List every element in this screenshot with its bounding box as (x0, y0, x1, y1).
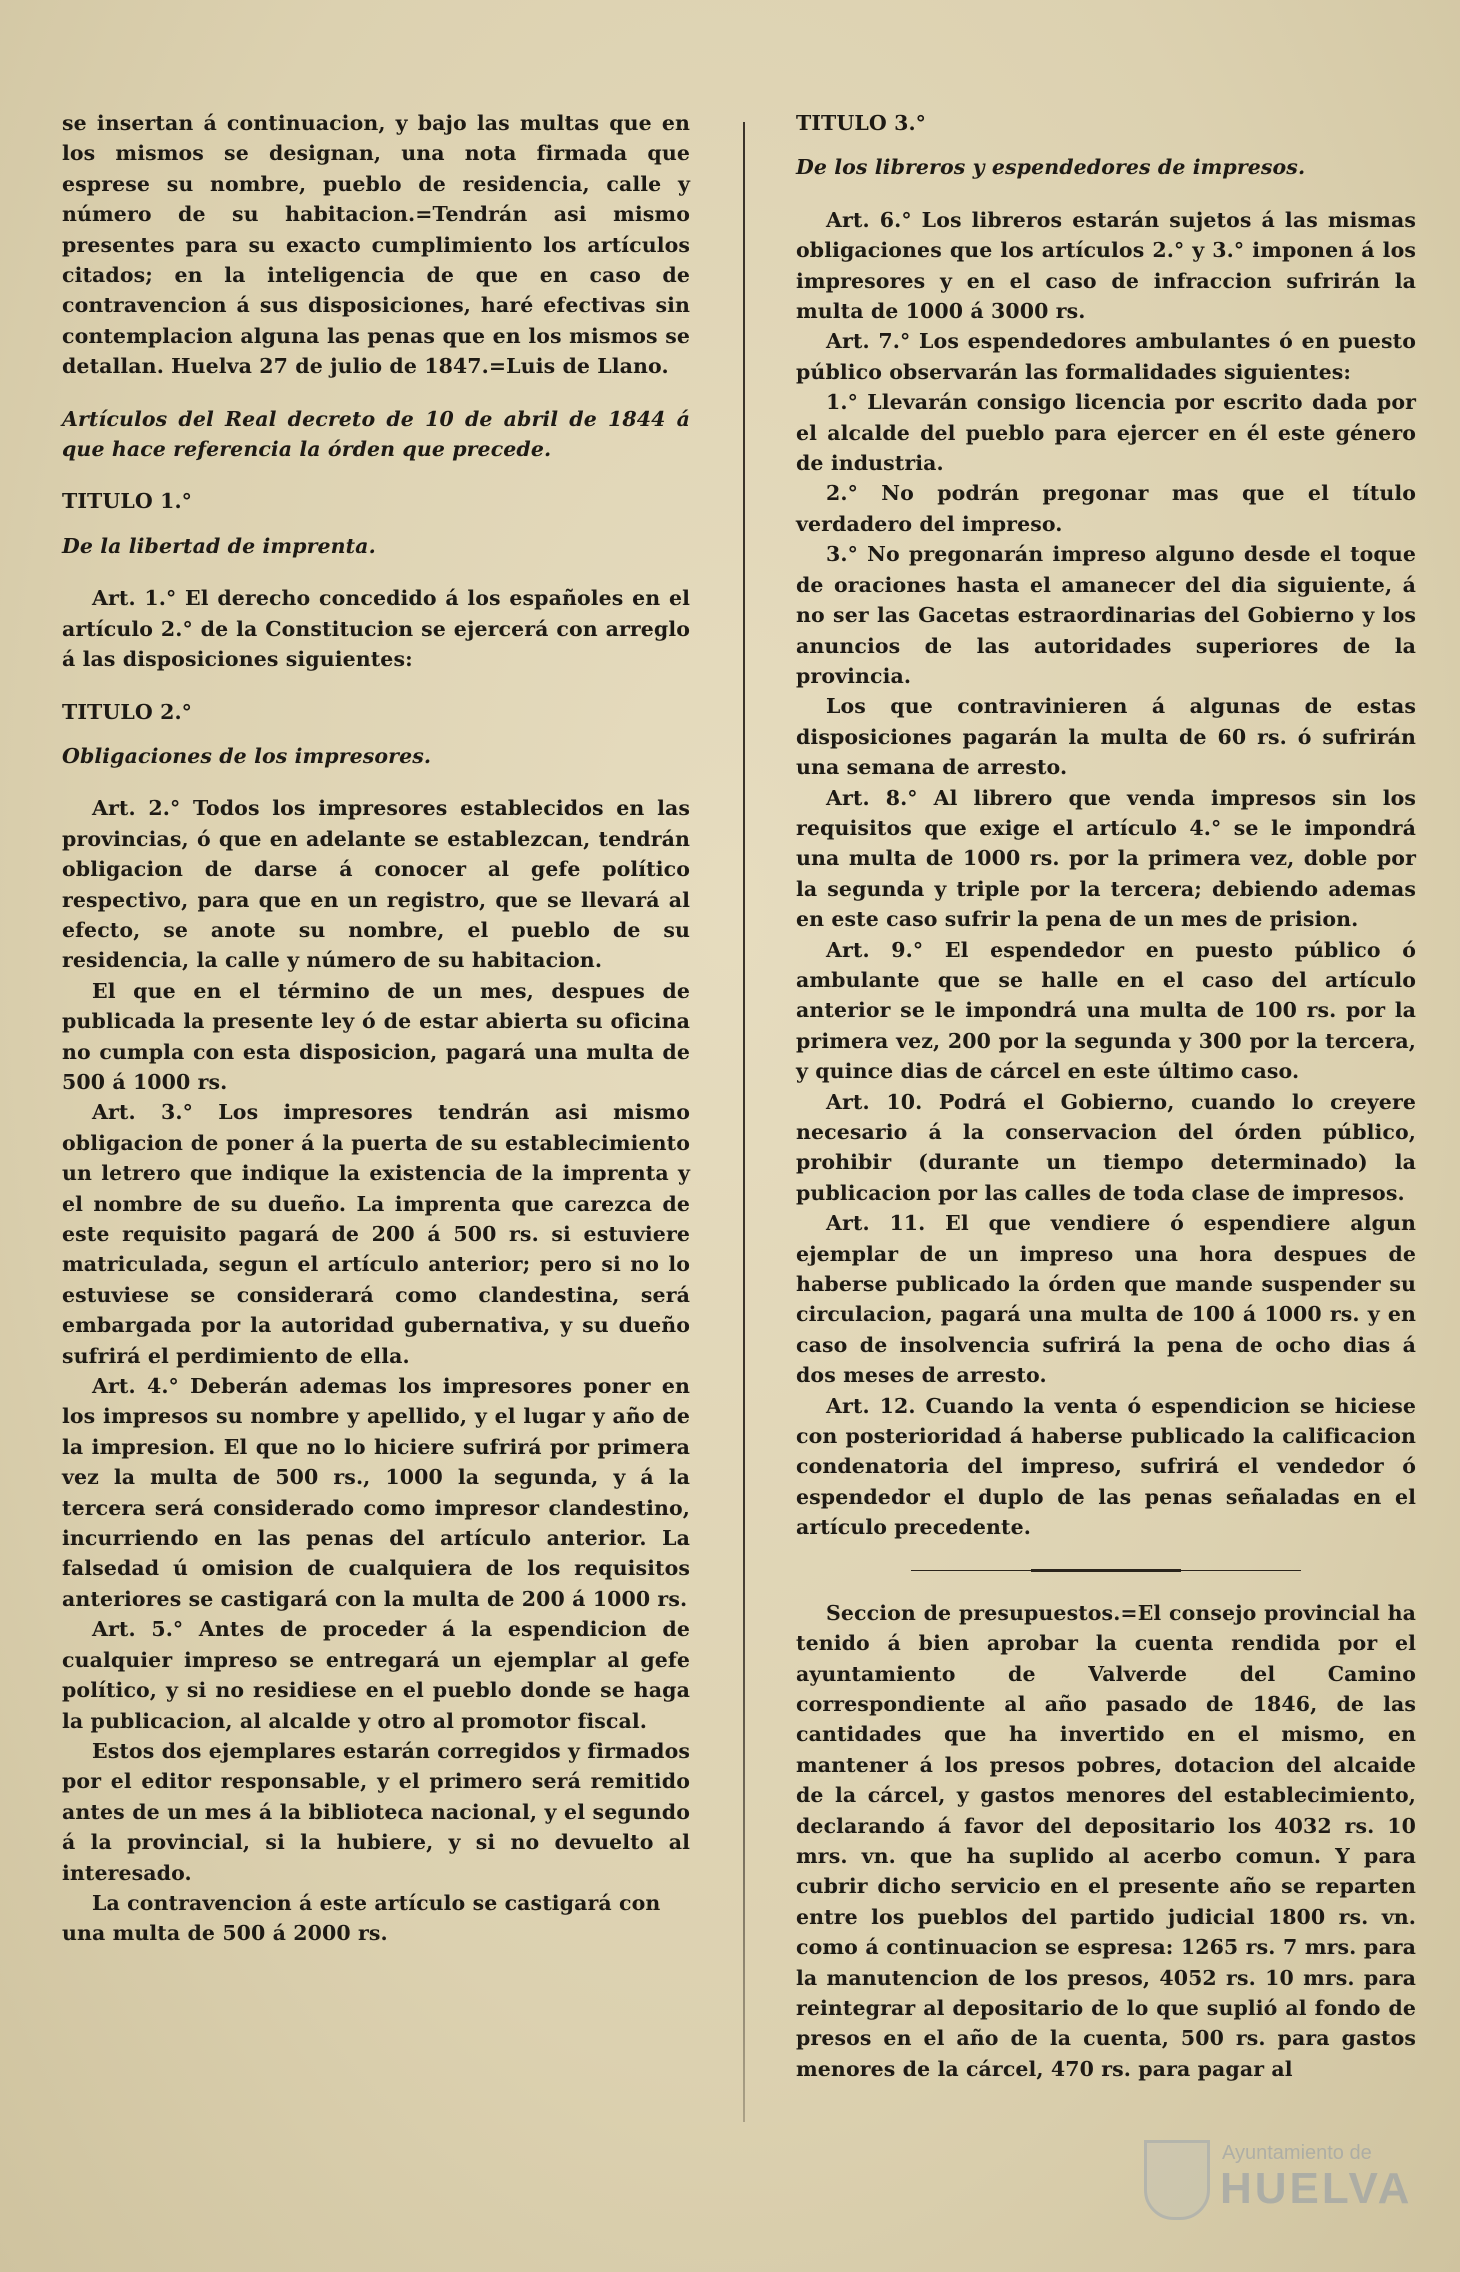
presupuestos-section: Seccion de presupuestos.=El consejo provincial ha tenido á bien aprobar la cuenta rendida por el ayuntamiento de Valverde del Camino correspondiente al año pasado de 1846, de las cantidades que ha invertido en el mismo, en mantener á los presos pobres, dotacion del alcaide de la cárcel, y gastos menores del establecimiento, declarando á favor del depositario los 4032 rs. 10 mrs. vn. que ha suplido al acerbo comun. Y para cubrir dicho servicio en el presente año se reparten entre los pueblos del partido judicial 1800 rs. vn. como á continuacion se espresa: 1265 rs. 7 mrs. para la manutencion de los presos, 4052 rs. 10 mrs. para reintegrar al depositario de lo que suplió al fondo de presos en el año de la cuenta, 500 rs. para gastos menores de la cárcel, 470 rs. para pagar al (796, 1600, 1416, 2081)
left-column (62, 108, 690, 1949)
article-4: Art. 4.° Deberán ademas los impresores poner en los impresos su nombre y apellido, y el lugar y año de la impresion. El que no lo hiciere sufrirá por primera vez la multa de 500 rs., 1000 la segunda, y á la tercera será considerado como impresor clandestino, incurriendo en las penas del artículo anterior. La falsedad ú omision de cualquiera de los requisitos anteriores se castigará con la multa de 200 á 1000 rs. (62, 1374, 690, 1611)
intro-paragraph: se insertan á continuacion, y bajo las multas que en los mismos se designan, una nota firmada que esprese su nombre, pueblo de residencia, calle y número de su habitacion.=Tendrán asi mismo presentes para su exacto cumplimiento los artículos citados; en la inteligencia de que en caso de contravencion á sus disposiciones, haré efectivas sin contemplacion alguna las penas que en los mismos se detallan. Huelva 27 de julio de 1847.=Luis de Llano. (62, 111, 690, 379)
titulo-2-subtitle: Obligaciones de los impresores. (62, 743, 432, 768)
article-7-item-2: 2.° No podrán pregonar mas que el título verdadero del impreso. (796, 481, 1416, 536)
article-2-continued: El que en el término de un mes, despues de publicada la presente ley ó de estar abierta su oficina no cumpla con esta disposicion, pagará una multa de 500 á 1000 rs. (62, 978, 690, 1094)
article-5: Art. 5.° Antes de proceder á la espendicion de cualquier impreso se entregará un ejemplar al gefe político, y si no residiese en el pueblo donde se haga la publicacion, al alcalde y otro al promotor fiscal. (62, 1617, 690, 1733)
titulo-1-subtitle: De la libertad de imprenta. (62, 533, 376, 558)
article-7-item-3: 3.° No pregonarán impreso alguno desde el toque de oraciones hasta el amanecer del dia siguiente, á no ser las Gacetas estraordinarias del Gobierno y los anuncios de las autoridades superiores de la provincia. (796, 542, 1416, 688)
article-9: Art. 9.° El espendedor en puesto público ó ambulante que se halle en el caso del artículo anterior se le impondrá una multa de 100 rs. por la primera vez, 200 por la segunda y 300 por la tercera, y quince dias de cárcel en este último caso. (796, 937, 1416, 1084)
article-5-continued: Estos dos ejemplares estarán corregidos y firmados por el editor responsable, y el primero será remitido antes de un mes á la biblioteca nacional, y el segundo á la provincial, si la hubiere, y si no devuelto al interesado. (62, 1738, 690, 1885)
column-divider (743, 122, 745, 2122)
archive-watermark (1144, 2122, 1413, 2232)
watermark-line-2: HUELVA (1220, 2164, 1413, 2213)
right-column (796, 108, 1416, 2084)
shield-icon (1144, 2140, 1210, 2220)
titulo-3-subtitle: De los libreros y espendedores de impresos. (796, 155, 1306, 180)
article-11: Art. 11. El que vendiere ó espendiere algun ejemplar de un impreso una hora despues de haberse publicado la órden que mande suspender su circulacion, pagará una multa de 100 á 1000 rs. y en caso de insolvencia sufrirá la pena de ocho dias á dos meses de arresto. (796, 1211, 1416, 1388)
article-6: Art. 6.° Los libreros estarán sujetos á las mismas obligaciones que los artículos 2.° y 3.° imponen á los impresores y en el caso de infraccion sufrirán la multa de 1000 á 3000 rs. (796, 207, 1416, 324)
section-rule (1031, 1569, 1181, 1572)
article-2: Art. 2.° Todos los impresores establecidos en las provincias, ó que en adelante se establezcan, tendrán obligacion de darse á conocer al gefe político respectivo, para que en un registro, que se llevará al efecto, se anote su nombre, el pueblo de su residencia, la calle y número de su habitacion. (62, 796, 690, 973)
article-5-penalty: La contravencion á este artículo se castigará con una multa de 500 á 2000 rs. (62, 1890, 661, 1946)
watermark-line-1: Ayuntamiento de (1222, 2142, 1372, 2164)
article-12: Art. 12. Cuando la venta ó espendicion se hiciese con posterioridad á haberse publicado la calificacion condenatoria del impreso, sufrirá el vendedor ó espendedor el duplo de las penas señaladas en el artículo precedente. (796, 1393, 1416, 1540)
article-3: Art. 3.° Los impresores tendrán asi mismo obligacion de poner á la puerta de su establecimiento un letrero que indique la existencia de la imprenta y el nombre de su dueño. La imprenta que carezca de este requisito pagará de 200 á 500 rs. si estuviere matriculada, segun el artículo anterior; pero si no lo estuviese se considerará como clandestina, será embargada por la autoridad gubernativa, y su dueño sufrirá el perdimiento de ella. (62, 1100, 690, 1368)
decree-heading: Artículos del Real decreto de 10 de abril de 1844 á que hace referencia la órden que precede. (62, 406, 690, 462)
article-7: Art. 7.° Los espendedores ambulantes ó en puesto público observarán las formalidades siguientes: (796, 329, 1416, 384)
titulo-3-heading: TITULO 3.° (796, 111, 927, 135)
article-7-penalty: Los que contravinieren á algunas de estas disposiciones pagarán la multa de 60 rs. ó sufrirán una semana de arresto. (796, 694, 1416, 780)
article-7-item-1: 1.° Llevarán consigo licencia por escrito dada por el alcalde del pueblo para ejercer en él este género de industria. (796, 390, 1416, 476)
titulo-2-heading: TITULO 2.° (62, 699, 193, 724)
article-8: Art. 8.° Al librero que venda impresos sin los requisitos que exige el artículo 4.° se le impondrá una multa de 1000 rs. por la primera vez, doble por la segunda y triple por la tercera; debiendo ademas en este caso sufrir la pena de un mes de prision. (796, 785, 1416, 932)
article-10: Art. 10. Podrá el Gobierno, cuando lo creyere necesario á la conservacion del órden público, prohibir (durante un tiempo determinado) la publicacion por las calles de toda clase de impresos. (796, 1089, 1416, 1205)
article-1: Art. 1.° El derecho concedido á los españoles en el artículo 2.° de la Constitucion se ejercerá con arreglo á las disposiciones siguientes: (62, 586, 690, 672)
titulo-1-heading: TITULO 1.° (62, 489, 193, 514)
